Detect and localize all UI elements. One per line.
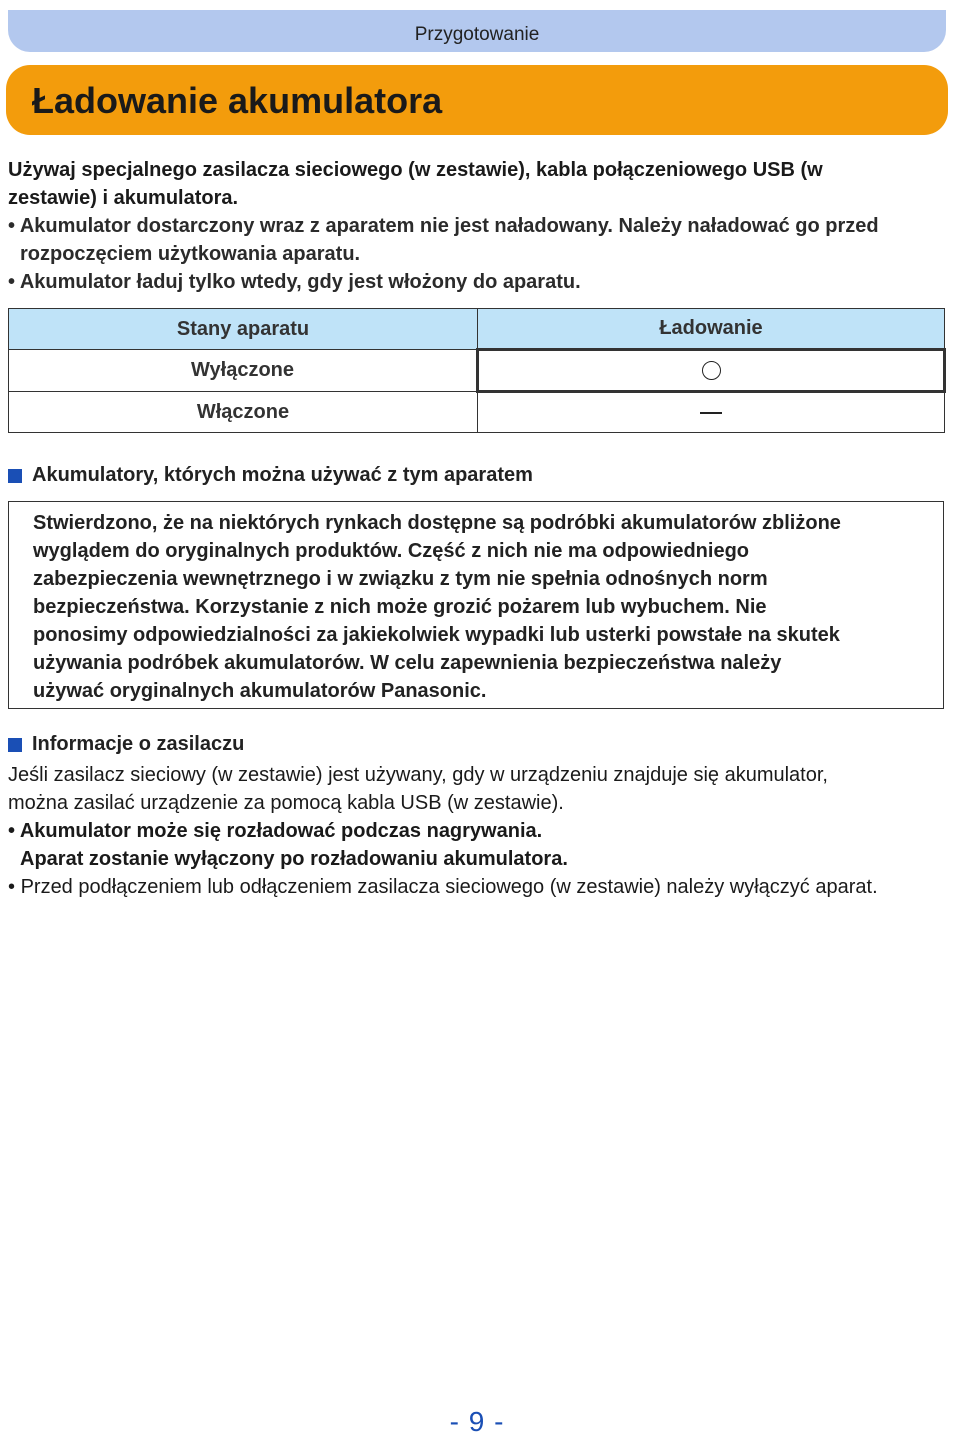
warning-box [8,501,944,709]
adapter-bullet-1: • Akumulator może się rozładować podczas nagrywania. [8,820,543,842]
table-cell-state: Wyłączone [9,350,478,392]
warning-line: bezpieczeństwa. Korzystanie z nich może grozić pożarem lub wybuchem. Nie [33,596,767,618]
dash-icon [700,412,722,414]
table-header-row [9,309,945,350]
intro-line-1: Używaj specjalnego zasilacza sieciowego (w zestawie), kabla połączeniowego USB (w [8,159,823,181]
table-cell-charging [478,392,945,433]
adapter-bullet-2-text: Przed podłączeniem lub odłączeniem zasilacza sieciowego (w zestawie) należy wyłączyć aparat. [20,876,878,898]
warning-line: używania podróbek akumulatorów. W celu zapewnienia bezpieczeństwa należy [33,652,782,674]
adapter-bullet-1-cont: Aparat zostanie wyłączony po rozładowaniu akumulatora. [20,848,568,870]
warning-line: ponosimy odpowiedzialności za jakiekolwiek wypadki lub usterki powstałe na skutek [33,624,840,646]
section-label: Przygotowanie [414,24,540,45]
table-cell-state: Włączone [9,392,478,433]
table-header-charging: Ładowanie [478,309,945,350]
intro-bullet-1: • Akumulator dostarczony wraz z aparatem nie jest naładowany. Należy naładować go przed [8,215,879,237]
adapter-heading [8,733,244,756]
warning-line: wyglądem do oryginalnych produktów. Część z nich nie ma odpowiedniego [33,540,750,562]
adapter-bullet-1-text: Akumulator może się rozładować podczas nagrywania. [19,820,543,842]
intro-bullet-2: • Akumulator ładuj tylko wtedy, gdy jest włożony do aparatu. [8,271,581,293]
batteries-heading [8,464,533,487]
intro-bullet-2-text: Akumulator ładuj tylko wtedy, gdy jest włożony do aparatu. [19,271,581,293]
warning-line: Stwierdzono, że na niektórych rynkach dostępne są podróbki akumulatorów zbliżone [33,512,841,534]
table-row [9,350,945,392]
intro-bullet-1-cont: rozpoczęciem użytkowania aparatu. [20,243,361,265]
intro-line-2: zestawie) i akumulatora. [8,187,239,209]
table-row [9,392,945,433]
adapter-heading-text: Informacje o zasilaczu [32,733,245,755]
adapter-line-1: Jeśli zasilacz sieciowy (w zestawie) jest używany, gdy w urządzeniu znajduje się akumulator, [8,764,828,786]
warning-line: używać oryginalnych akumulatorów Panasonic. [33,680,487,702]
circle-icon [702,361,721,380]
square-bullet-icon [8,738,22,752]
table-cell-charging [478,350,945,392]
intro-bullet-1-text: Akumulator dostarczony wraz z aparatem nie jest naładowany. Należy naładować go przed [19,215,879,237]
square-bullet-icon [8,469,22,483]
table-header-state: Stany aparatu [9,309,478,350]
page-number: - 9 - [449,1406,505,1437]
page-title: Ładowanie akumulatora [32,80,443,121]
warning-line: zabezpieczenia wewnętrznego i w związku z tym nie spełnia odnośnych norm [33,568,768,590]
adapter-line-2: można zasilać urządzenie za pomocą kabla USB (w zestawie). [8,792,564,814]
batteries-heading-text: Akumulatory, których można używać z tym aparatem [32,464,533,486]
adapter-bullet-2: • Przed podłączeniem lub odłączeniem zasilacza sieciowego (w zestawie) należy wyłączyć aparat. [8,876,878,898]
charging-state-table [8,308,946,433]
